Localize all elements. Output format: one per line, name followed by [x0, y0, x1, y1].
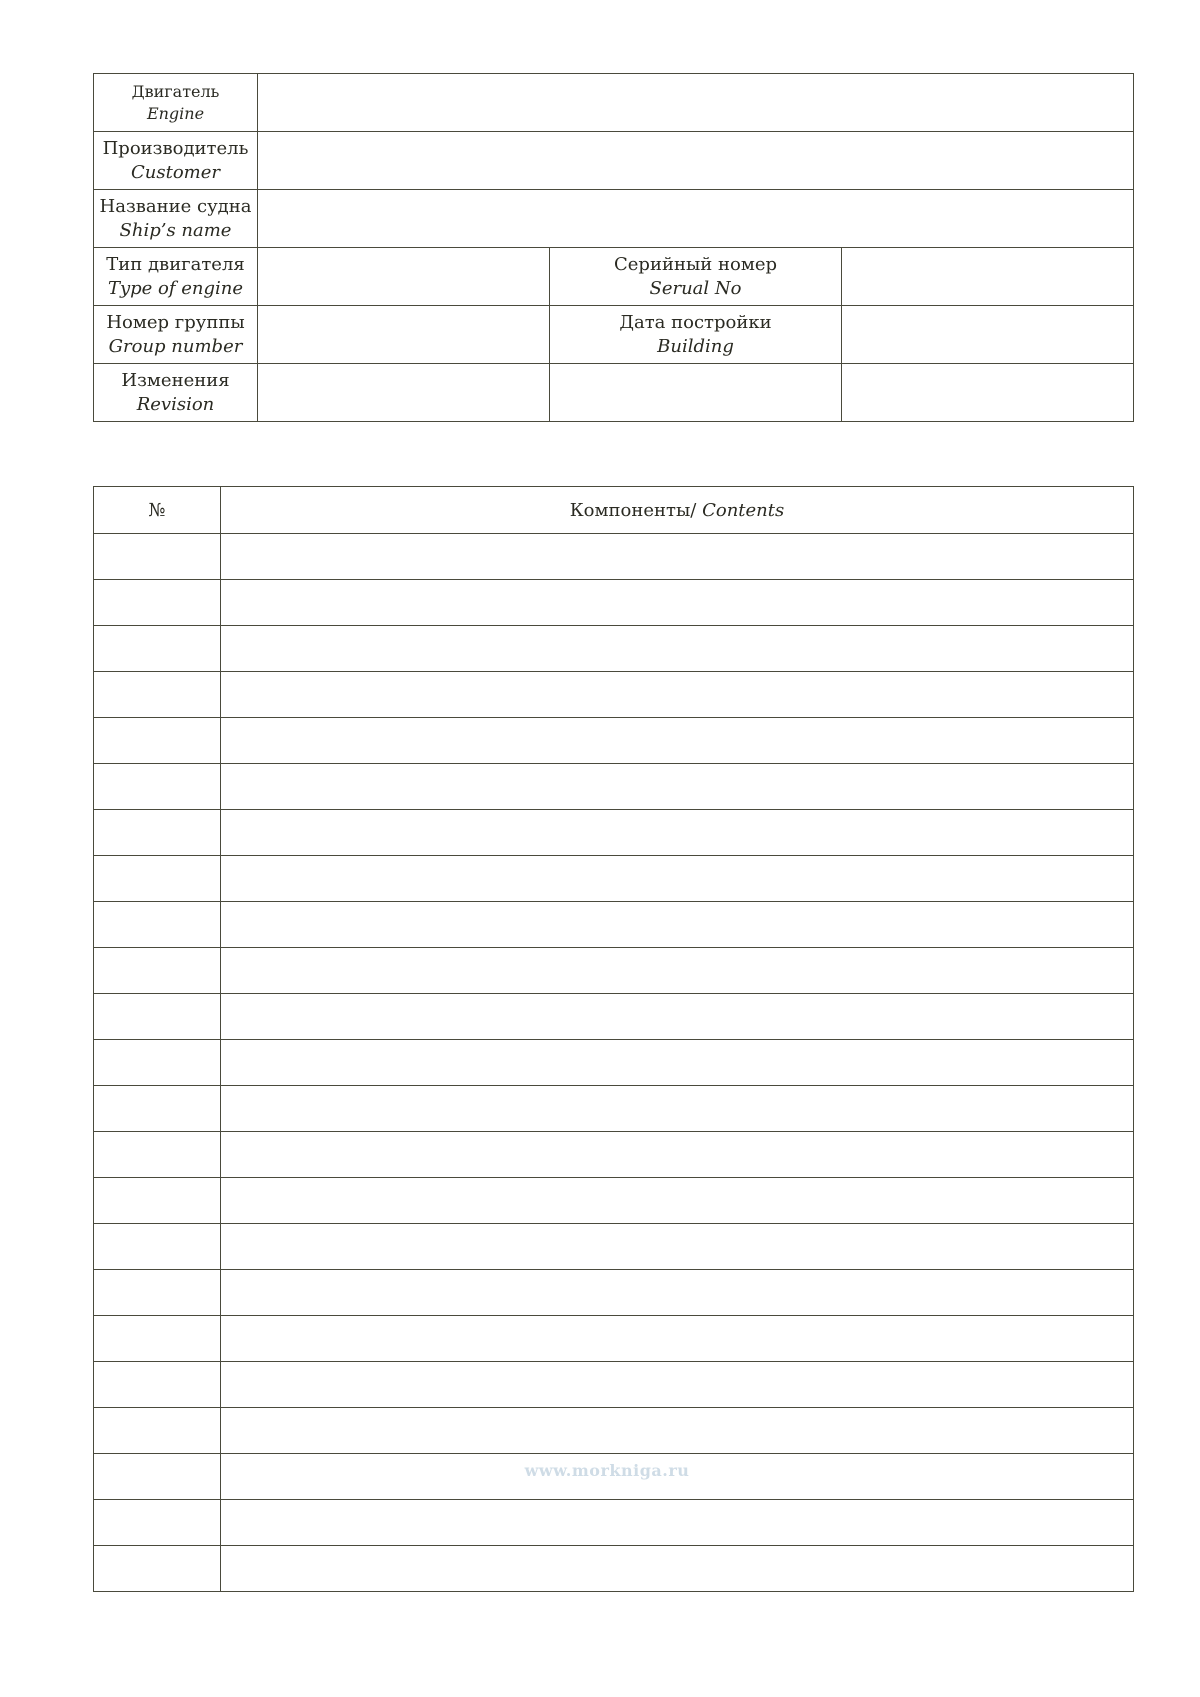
revision-label-en: Revision	[136, 393, 215, 415]
customer-label	[94, 132, 258, 190]
row-number-cell[interactable]	[94, 810, 221, 856]
row-number-cell[interactable]	[94, 1086, 221, 1132]
customer-label-en: Customer	[131, 161, 220, 183]
row-contents-cell[interactable]	[221, 1270, 1134, 1316]
row-contents-cell[interactable]	[221, 1178, 1134, 1224]
revision-value-cell-3[interactable]	[842, 364, 1134, 422]
revision-label	[94, 364, 258, 422]
table-row	[94, 1500, 1134, 1546]
table-row	[94, 1040, 1134, 1086]
row-contents-cell[interactable]	[221, 948, 1134, 994]
type-of-engine-label-en: Type of engine	[107, 277, 244, 299]
revision-label-ru: Изменения	[121, 369, 230, 391]
serial-no-value-cell[interactable]	[842, 248, 1134, 306]
contents-table	[93, 486, 1134, 1592]
engine-label-ru: Двигатель	[131, 81, 220, 101]
table-row	[94, 534, 1134, 580]
row-number-cell[interactable]	[94, 1546, 221, 1592]
building-value-cell[interactable]	[842, 306, 1134, 364]
table-row	[94, 1362, 1134, 1408]
row-number-cell[interactable]	[94, 902, 221, 948]
row-number-cell[interactable]	[94, 856, 221, 902]
type-serial-row	[94, 248, 1134, 306]
group-number-label	[94, 306, 258, 364]
row-number-cell[interactable]	[94, 1224, 221, 1270]
row-contents-cell[interactable]	[221, 1316, 1134, 1362]
table-row	[94, 1270, 1134, 1316]
row-contents-cell[interactable]	[221, 1086, 1134, 1132]
table-row	[94, 1132, 1134, 1178]
contents-body	[94, 534, 1134, 1592]
row-contents-cell[interactable]	[221, 534, 1134, 580]
watermark: www.morkniga.ru	[524, 1461, 690, 1480]
table-row	[94, 1546, 1134, 1592]
group-number-label-en: Group number	[108, 335, 243, 357]
customer-label-ru: Производитель	[102, 137, 249, 159]
row-contents-cell[interactable]	[221, 626, 1134, 672]
row-contents-cell[interactable]	[221, 718, 1134, 764]
building-label	[550, 306, 842, 364]
group-building-row	[94, 306, 1134, 364]
row-number-cell[interactable]	[94, 534, 221, 580]
serial-no-label	[550, 248, 842, 306]
row-number-cell[interactable]	[94, 718, 221, 764]
contents-header-row	[94, 487, 1134, 534]
serial-no-label-en: Serual No	[649, 277, 742, 299]
table-row	[94, 902, 1134, 948]
row-contents-cell[interactable]	[221, 1224, 1134, 1270]
ship-name-label-en: Ship’s name	[119, 219, 232, 241]
table-row	[94, 948, 1134, 994]
building-label-ru: Дата постройки	[619, 311, 772, 333]
engine-label	[94, 74, 258, 132]
row-contents-cell[interactable]	[221, 1040, 1134, 1086]
table-row	[94, 1224, 1134, 1270]
engine-info-table	[93, 73, 1134, 422]
row-contents-cell[interactable]	[221, 1132, 1134, 1178]
table-row	[94, 1086, 1134, 1132]
engine-label-en: Engine	[146, 103, 205, 123]
row-number-cell[interactable]	[94, 672, 221, 718]
table-row	[94, 580, 1134, 626]
table-row	[94, 718, 1134, 764]
row-contents-cell[interactable]	[221, 1362, 1134, 1408]
table-row	[94, 1408, 1134, 1454]
ship-name-label-ru: Название судна	[99, 195, 252, 217]
type-of-engine-label	[94, 248, 258, 306]
ship-name-value-cell[interactable]	[258, 190, 1134, 248]
ship-name-row	[94, 190, 1134, 248]
contents-header-en: Contents	[702, 499, 785, 521]
row-number-cell[interactable]	[94, 1132, 221, 1178]
row-contents-cell[interactable]	[221, 1546, 1134, 1592]
row-number-cell[interactable]	[94, 1178, 221, 1224]
row-contents-cell[interactable]	[221, 580, 1134, 626]
customer-row	[94, 132, 1134, 190]
row-number-cell[interactable]	[94, 626, 221, 672]
contents-column-header	[221, 487, 1134, 534]
group-number-value-cell[interactable]	[258, 306, 550, 364]
row-contents-cell[interactable]	[221, 1500, 1134, 1546]
row-number-cell[interactable]	[94, 1454, 221, 1500]
row-contents-cell[interactable]	[221, 902, 1134, 948]
row-number-cell[interactable]	[94, 764, 221, 810]
row-number-cell[interactable]	[94, 580, 221, 626]
serial-no-label-ru: Серийный номер	[614, 253, 777, 275]
row-number-cell[interactable]	[94, 1040, 221, 1086]
row-number-cell[interactable]	[94, 1362, 221, 1408]
contents-header-ru: Компоненты/	[569, 499, 703, 521]
row-number-cell[interactable]	[94, 994, 221, 1040]
row-number-cell[interactable]	[94, 1408, 221, 1454]
revision-value-cell-1[interactable]	[258, 364, 550, 422]
row-number-cell[interactable]	[94, 948, 221, 994]
type-of-engine-label-ru: Тип двигателя	[106, 253, 245, 275]
table-row	[94, 764, 1134, 810]
row-contents-cell[interactable]	[221, 1408, 1134, 1454]
table-row	[94, 672, 1134, 718]
table-row	[94, 810, 1134, 856]
revision-value-cell-2[interactable]	[550, 364, 842, 422]
engine-row	[94, 74, 1134, 132]
row-contents-cell[interactable]	[221, 856, 1134, 902]
building-label-en: Building	[657, 335, 734, 357]
row-contents-cell[interactable]	[221, 994, 1134, 1040]
row-contents-cell[interactable]	[221, 672, 1134, 718]
row-contents-cell[interactable]	[221, 764, 1134, 810]
row-number-cell[interactable]	[94, 1270, 221, 1316]
table-row	[94, 626, 1134, 672]
number-column-header: №	[94, 487, 221, 534]
table-row	[94, 994, 1134, 1040]
customer-value-cell[interactable]	[258, 132, 1134, 190]
row-contents-cell[interactable]	[221, 810, 1134, 856]
table-row	[94, 1316, 1134, 1362]
row-number-cell[interactable]	[94, 1316, 221, 1362]
type-of-engine-value-cell[interactable]	[258, 248, 550, 306]
group-number-label-ru: Номер группы	[106, 311, 245, 333]
row-number-cell[interactable]	[94, 1500, 221, 1546]
table-row	[94, 856, 1134, 902]
engine-value-cell[interactable]	[258, 74, 1134, 132]
ship-name-label	[94, 190, 258, 248]
table-row	[94, 1178, 1134, 1224]
revision-row	[94, 364, 1134, 422]
